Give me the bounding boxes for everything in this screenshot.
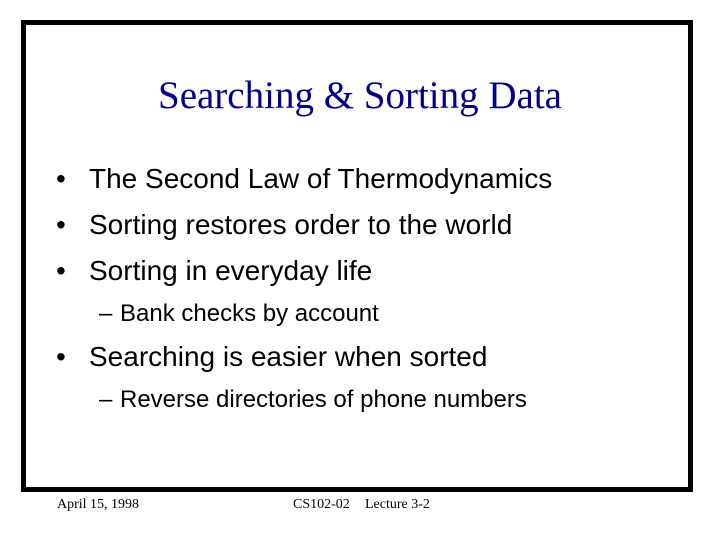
- bullet-marker: •: [56, 255, 66, 286]
- sub-bullet-text: Bank checks by account: [120, 300, 379, 327]
- footer-lecture: Lecture 3-2: [365, 497, 430, 512]
- bullet-text: Sorting in everyday life: [89, 255, 373, 286]
- bullet-marker: •: [56, 163, 66, 194]
- bullet-item: [56, 340, 487, 374]
- sub-bullet-text: Reverse directories of phone numbers: [120, 386, 527, 413]
- bullet-text: The Second Law of Thermodynamics: [89, 163, 553, 194]
- bullet-item: [56, 208, 512, 242]
- bullet-marker: •: [56, 209, 66, 240]
- sub-bullet-item: [99, 299, 379, 329]
- bullet-text: Sorting restores order to the world: [89, 209, 513, 240]
- sub-bullet-marker: –: [99, 300, 113, 327]
- bullet-marker: •: [56, 341, 66, 372]
- slide-title: Searching & Sorting Data: [158, 74, 562, 117]
- sub-bullet-item: [99, 385, 527, 415]
- footer-date: April 15, 1998: [57, 497, 140, 512]
- bullet-item: [56, 162, 552, 196]
- footer-course: CS102-02: [293, 497, 350, 512]
- sub-bullet-marker: –: [99, 386, 113, 413]
- bullet-item: [56, 254, 372, 288]
- bullet-text: Searching is easier when sorted: [89, 341, 488, 372]
